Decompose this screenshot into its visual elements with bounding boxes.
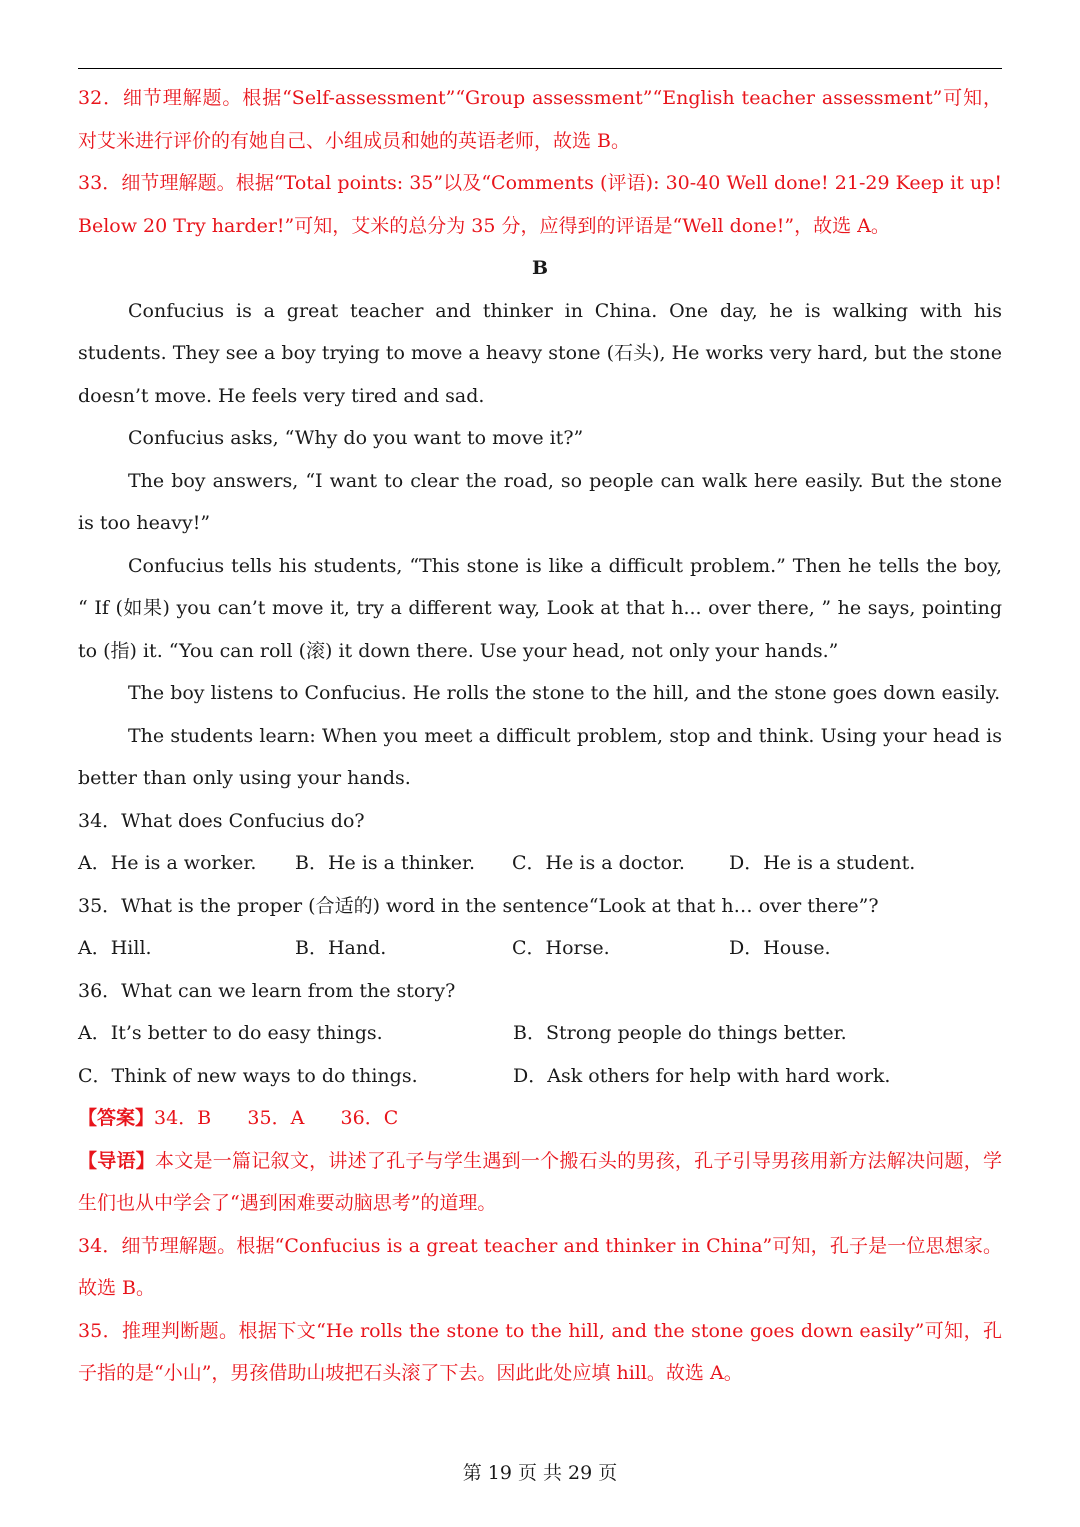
guide-paragraph [78,1140,1002,1225]
answer-line [78,1097,1002,1140]
passage-paragraph-2: Confucius asks, “Why do you want to move it?” [128,427,584,449]
explanation-34: 34．细节理解题。根据“Confucius is a great teacher and thinker in China”可知，孔子是一位思想家。故选 B。 [78,1234,1002,1299]
option-c: C．Horse. [512,937,610,959]
option-d: D．Ask others for help with hard work. [513,1064,891,1087]
question-35-options [78,927,1002,970]
option-a: A．It’s better to do easy things. [78,1022,383,1044]
option-b: B．He is a thinker. [295,852,476,874]
option-a: A．He is a worker. [78,852,257,874]
passage-paragraph-6: The students learn: When you meet a difficult problem, stop and think. Using your head is better than only using your hands. [78,724,1002,789]
option-d: D．He is a student. [729,852,916,874]
question-34-options [78,842,1002,885]
option-b: B．Strong people do things better. [513,1022,847,1044]
answer-text: 34．B 35．A 36．C [154,1107,399,1129]
option-d: D．House. [729,937,831,959]
option-b: B．Hand. [295,937,387,959]
option-c: C．He is a doctor. [512,852,685,874]
guide-text: 本文是一篇记叙文，讲述了孔子与学生遇到一个搬石头的男孩，孔子引导男孩用新方法解决问题，学生们也从中学会了“遇到困难要动脑思考”的道理。 [78,1149,1002,1214]
section-title: B [531,257,549,279]
question-35-stem: 35．What is the proper (合适的) word in the sentence“Look at that h… over there”? [78,894,879,917]
header-rule [78,68,1002,69]
option-c: C．Think of new ways to do things. [78,1064,418,1087]
answer-tag: 【答案】 [78,1107,155,1129]
explanation-32: 32．细节理解题。根据“Self-assessment”“Group assessment”“English teacher assessment”可知，对艾米进行评价的有她自己、小组成员和她的英语老师，故选 B。 [78,87,1002,152]
passage-paragraph-4: Confucius tells his students, “This stone is like a difficult problem.” Then he tells the boy, “ If (如果) you can’t move it, try a different way, Look at that h... over there, ” he says, pointing to (指) it. “You can roll (滚) it down there. Use your head, not only your hands.” [78,554,1002,662]
guide-tag: 【导语】 [78,1149,156,1172]
explanation-35: 35．推理判断题。根据下文“He rolls the stone to the hill, and the stone goes down easily”可知，孔子指的是“小山”，男孩借助山坡把石头滚了下去。因此此处应填 hill。故选 A。 [78,1319,1002,1384]
question-36-options [78,1012,1002,1097]
passage-paragraph-5: The boy listens to Confucius. He rolls the stone to the hill, and the stone goes down easily. [128,682,1001,704]
page-content [78,77,1002,1395]
explanation-33: 33．细节理解题。根据“Total points: 35”以及“Comments (评语): 30-40 Well done! 21-29 Keep it up! Below 20 Try harder!”可知，艾米的总分为 35 分，应得到的评语是“Well done!”，故选 A。 [78,172,1002,237]
passage-paragraph-3: The boy answers, “I want to clear the road, so people can walk here easily. But the stone is too heavy!” [78,469,1002,534]
option-a: A．Hill. [78,937,152,959]
page-footer: 第 19 页 共 29 页 [462,1462,618,1484]
question-36-stem: 36．What can we learn from the story? [78,979,456,1002]
passage-paragraph-1: Confucius is a great teacher and thinker in China. One day, he is walking with his students. They see a boy trying to move a heavy stone (石头), He works very hard, but the stone doesn’t move. He feels very tired and sad. [78,299,1002,407]
question-34-stem: 34．What does Confucius do? [78,809,365,832]
